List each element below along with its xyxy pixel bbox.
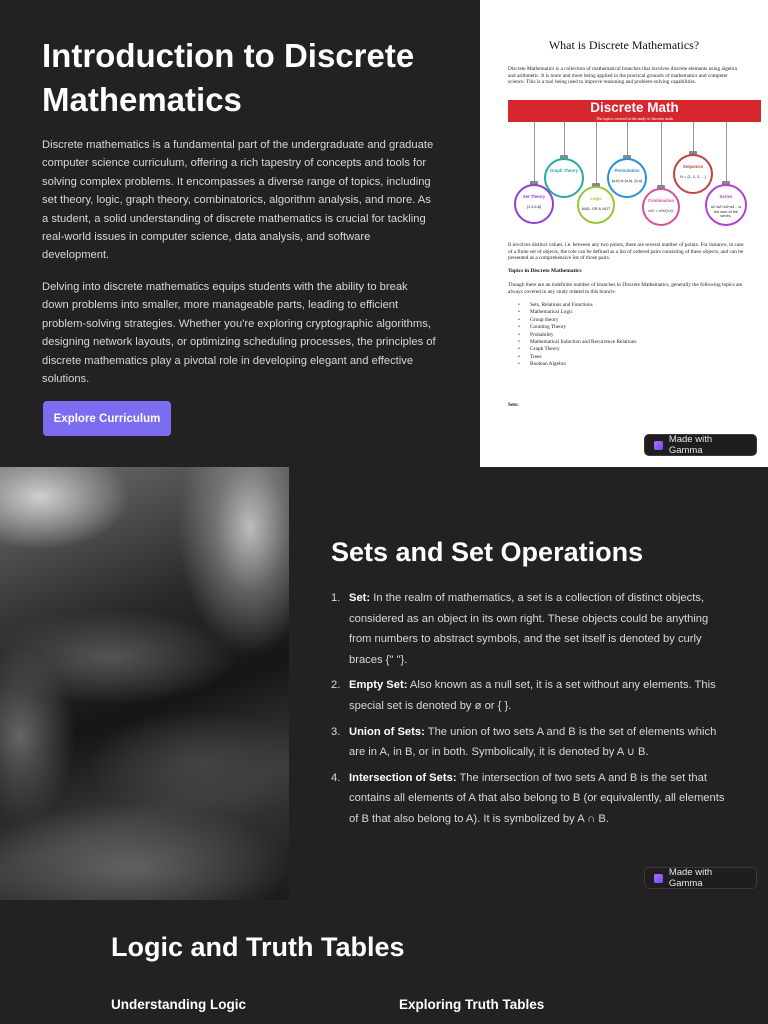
doc-topics-list <box>518 302 637 369</box>
intro-paragraph-2: Delving into discrete mathematics equips students with the ability to break down problems into smaller, more manageable parts, leading to efficient problem-solving strategies. Whether you're exploring cryptographic algorithms, designing network layouts, or optimizing scheduling processes, the principles of discrete mathematics play a pivotal role in developing elegant and effective solutions. <box>42 281 436 386</box>
list-number: 1. <box>331 592 341 604</box>
doc-topic-item: • Mathematical Logic <box>518 309 637 316</box>
ornament-title: Permutation <box>614 168 640 173</box>
doc-topic-item: • Mathematical Induction and Recurrence Relations <box>518 339 637 346</box>
ornament-combination <box>642 188 680 226</box>
sets-list-item <box>331 588 731 670</box>
intro-title: Introduction to Discrete Mathematics <box>42 37 415 118</box>
ornament-string <box>564 122 565 158</box>
gamma-badge-label: Made with Gamma <box>668 867 713 889</box>
doc-topics-heading: Topics in Discrete Mathematics <box>508 268 582 274</box>
ornament-string <box>661 122 662 188</box>
doc-banner <box>508 100 761 122</box>
ornament-title: Sequence <box>682 164 704 169</box>
ornament-graph-theory <box>544 158 584 198</box>
ornament-string <box>693 122 694 154</box>
understanding-logic-heading: Understanding Logic <box>111 997 246 1012</box>
ornament-title: Series <box>719 194 733 199</box>
list-definition: Also known as a null set, it is a set without any elements. This special set is denoted by ø or { }. <box>349 679 716 712</box>
ornament-string <box>726 122 727 184</box>
sets-section <box>0 467 768 900</box>
ornament-series <box>705 184 747 226</box>
ornament-body: AND, OR & NOT <box>581 207 611 211</box>
ornament-body: a1+a2+a3+a4... is the sum of the series. <box>710 205 742 219</box>
doc-banner-title: Discrete Math <box>590 100 679 115</box>
gamma-badge-label: Made with Gamma <box>668 434 713 456</box>
ornament-body: {2,4,6,8} <box>526 205 542 209</box>
doc-topic-item: • Counting Theory <box>518 324 637 331</box>
sets-list <box>331 588 731 835</box>
sets-list-item <box>331 768 731 830</box>
list-term: Union of Sets: <box>349 725 425 738</box>
doc-topic-item: • Sets, Relations and Functions <box>518 302 637 309</box>
ornament-sequence <box>673 154 713 194</box>
ornament-title: Logic <box>590 196 602 201</box>
list-number: 3. <box>331 725 341 738</box>
made-with-gamma-badge-2[interactable] <box>644 867 757 889</box>
ornament-logic <box>577 186 615 224</box>
gamma-logo-icon <box>654 441 663 450</box>
abstract-art-image <box>0 467 289 900</box>
intro-section <box>0 0 768 467</box>
doc-banner-subtitle: The topics covered in the study of discrete math <box>596 116 673 121</box>
list-term: Set: <box>349 592 371 604</box>
sets-list-item <box>331 722 731 763</box>
made-with-gamma-badge[interactable] <box>644 434 757 456</box>
logic-title: Logic and Truth Tables <box>111 932 405 962</box>
sets-list-item <box>331 675 731 716</box>
list-number: 4. <box>331 771 341 784</box>
doc-text-2: Though there are an indefinite number of branches in Discrete Mathematics, generally the following topics are always covered in any study related to this branch- <box>508 282 743 295</box>
list-definition: The union of two sets A and B is the set of elements which are in A, in B, or in both. Symbolically, it is denoted by A ∪ B. <box>349 725 717 759</box>
doc-text-1: It involves distinct values, i.e. between any two points, there are several number of points. For instance, in case of a finite set of objects, the role can be defined as a list of ordered pairs consisting of these objects, and can be presented as a comprehensive list of those pairs. <box>508 242 744 262</box>
ornament-string <box>627 122 628 158</box>
logic-section <box>0 900 768 1024</box>
exploring-truth-tables-heading: Exploring Truth Tables <box>399 997 545 1012</box>
ornament-string <box>596 122 597 186</box>
explore-curriculum-button[interactable]: Explore Curriculum <box>43 401 171 436</box>
ornament-title: Combination <box>647 198 675 203</box>
intro-paragraph-1: Discrete mathematics is a fundamental part of the undergraduate and graduate computer science curriculum, offering a rich tapestry of concepts and tools for solving complex problems. It encompasses a diverse range of topics, including set theory, logic, graph theory, combinatorics, algorithm analysis, and more. As a student, a solid understanding of discrete mathematics is crucial for tackling real-world issues in computer science, data analysis, and software development. <box>42 139 434 262</box>
doc-intro-text: Discrete Mathematics is a collection of mathematical branches that involves discrete elements using algebra and arithmetic. It is more and more being applied in the practical grounds of mathematics and computer science. This is a tool being used to improve reasoning and problem-solving capabilities. <box>508 66 738 86</box>
list-term: Empty Set: <box>349 679 408 692</box>
ornament-title: Graph Theory <box>549 168 579 173</box>
doc-title: What is Discrete Mathematics? <box>548 38 700 52</box>
doc-topic-item: • Probability <box>518 332 637 339</box>
ornament-title: Set Theory <box>522 194 546 199</box>
ornament-body: nCr = n!/r!(n-r)! <box>648 209 674 213</box>
gamma-logo-icon <box>654 874 663 883</box>
doc-sets-label: Sets: <box>508 402 519 408</box>
ornament-body: N = {1, 2, 3, ...} <box>680 175 706 179</box>
discrete-math-document-image <box>480 0 768 467</box>
doc-topic-item: • Boolean Algebra <box>518 361 637 368</box>
doc-topic-item: • Group theory <box>518 317 637 324</box>
ornament-permutation <box>607 158 647 198</box>
doc-topic-item: • Graph Theory <box>518 346 637 353</box>
ornament-string <box>534 122 535 184</box>
ornament-body: (a,b) is (a,b), (b,a) <box>611 179 643 183</box>
doc-topic-item: • Trees <box>518 354 637 361</box>
list-number: 2. <box>331 679 341 692</box>
list-definition: The intersection of two sets A and B is the set that contains all elements of A that also belong to B (or equivalently, all elements of B that also belong to A). It is symbolized by A ∩ B. <box>349 771 725 825</box>
list-definition: In the realm of mathematics, a set is a collection of distinct objects, considered as an object in its own right. These objects could be anything from numbers to abstract symbols, and the set itself is denoted by curly braces {" "}. <box>349 592 709 666</box>
list-term: Intersection of Sets: <box>349 771 457 784</box>
sets-title: Sets and Set Operations <box>331 537 644 567</box>
doc-ornaments <box>508 122 761 234</box>
